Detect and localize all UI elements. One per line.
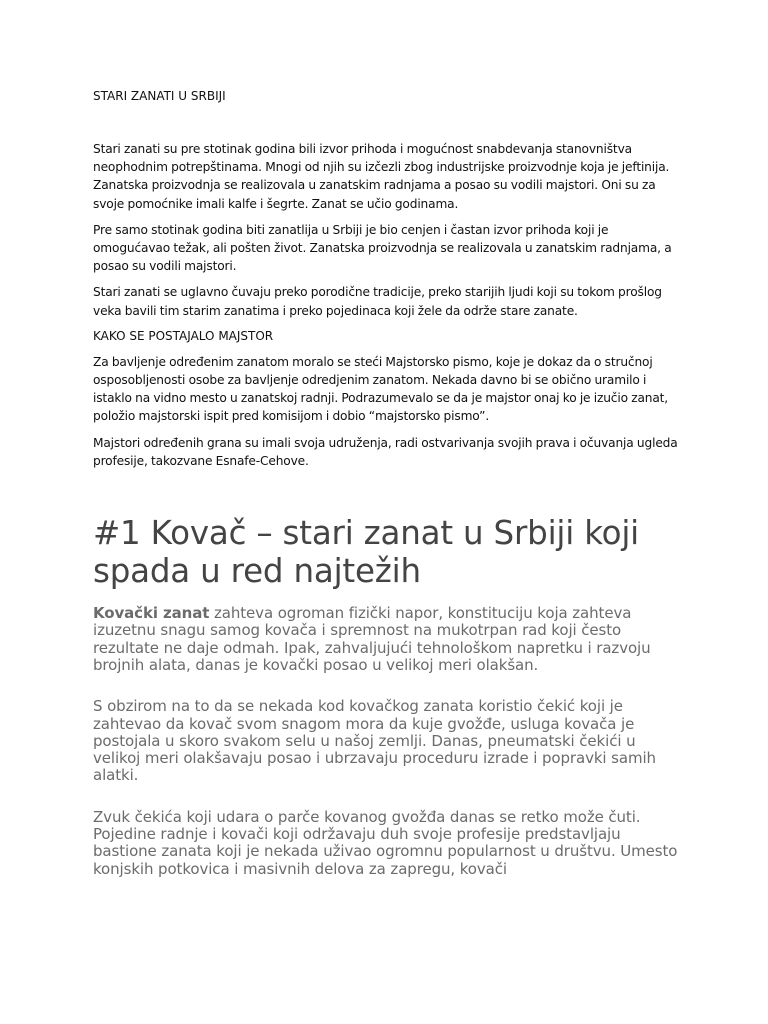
spacer [93, 785, 683, 809]
intro-paragraph: Stari zanati se uglavno čuvaju preko porodične tradicije, preko starijih ljudi koji su tokom prošlog veka bavili tim starim zanatima i preko pojedinaca koji žele da održe stare zanate. [93, 285, 662, 318]
section-paragraph: Za bavljenje određenim zanatom moralo se steći Majstorsko pismo, koje je dokaz da o stručnoj osposobljenosti osobe za bavljenje odredjenim zanatom. Nekada davno bi se obično uramilo i istaklo na vidno mesto u zanatskoj radnji. Podrazumevalo se da je majstor onaj ko je izučio zanat, položio majstorski ispit pred komisijom i dobio “majstorsko pismo”. [93, 354, 669, 424]
spacer [93, 104, 683, 140]
section-paragraph: Majstori određenih grana su imali svoja udruženja, radi ostvarivanja svojih prava i očuvanja ugleda profesije, takozvane Esnafe-Cehove. [93, 435, 678, 468]
spacer [93, 674, 683, 698]
article-lead-bold: Kovački zanat [93, 604, 210, 623]
article-lead-paragraph [93, 605, 683, 674]
section-heading: KAKO SE POSTAJALO MAJSTOR [93, 328, 274, 343]
spacer [93, 478, 683, 514]
intro-paragraph: Pre samo stotinak godina biti zanatlija u Srbiji je bio cenjen i častan izvor prihoda koji je omogućavao težak, ali pošten život. Zanatska proizvodnja se realizovala u zanatskim radnjama, a posao su vodili majstori. [93, 222, 672, 274]
article-paragraph: Zvuk čekića koji udara o parče kovanog gvožđa danas se retko može čuti. Pojedine radnje i kovači koji održavaju duh svoje profesije predstavljaju bastione zanata koji je nekada uživao ogromnu popularnost u društvu. Umesto konjskih potkovica i masivnih delova za zapregu, kovači [93, 807, 678, 878]
article-paragraph: S obzirom na to da se nekada kod kovačkog zanata koristio čekić koji je zahtevao da kovač svom snagom mora da kuje gvožđe, usluga kovača je postojala u skoro svakom selu u našoj zemlji. Danas, pneumatski čekići u velikoj meri olakšavaju posao i ubrzavaju proceduru izrade i popravki samih alatki. [93, 697, 656, 785]
article-lead-text: zahteva ogroman fizički napor, konstituciju koja zahteva izuzetnu snagu samog kovača i spremnost na mukotrpan rad koji često rezultate ne daje odmah. Ipak, zahvaljujući tehnološkom napretku i razvoju brojnih alata, danas je kovački posao u velikoj meri olakšan. [93, 604, 651, 674]
intro-paragraph: Stari zanati su pre stotinak godina bili izvor prihoda i mogućnost snabdevanja stanovništva neophodnim potrepštinama. Mnogi od njih su izčezli zbog industrijske proizvodnje koja je jeftinija. Zanatska proizvodnja se realizovala u zanatskim radnjama a posao su vodili majstori. Oni su za svoje pomoćnike imali kalfe i šegrte. Zanat se učio godinama. [93, 142, 670, 211]
document-title: STARI ZANATI U SRBIJI [93, 89, 226, 103]
article-heading: #1 Kovač – stari zanat u Srbiji koji spada u red najtežih [93, 514, 639, 591]
document-content [93, 88, 683, 878]
spacer [93, 590, 683, 605]
